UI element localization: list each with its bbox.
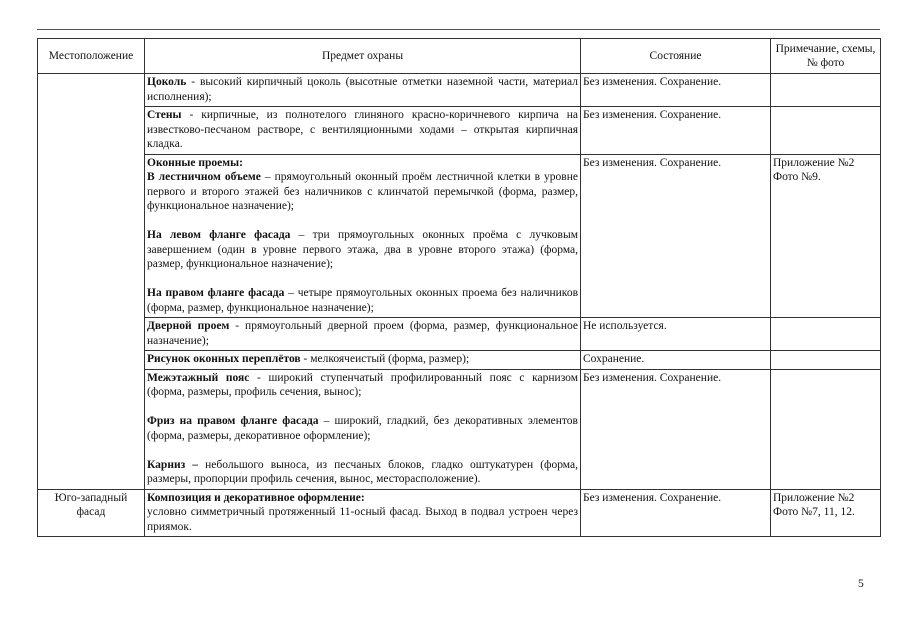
table-row [38, 107, 881, 155]
header-rule [37, 29, 880, 30]
table-row [38, 74, 881, 107]
table-row [38, 318, 881, 351]
element-name: Межэтажный пояс [147, 371, 250, 384]
note-cell [771, 74, 881, 107]
table-row [38, 489, 881, 537]
element-name: Дверной проем [147, 320, 230, 332]
subject-heading: Композиция и декоративное оформление: [147, 491, 365, 504]
header-note: Примечание, схемы, № фото [771, 39, 881, 74]
element-description: - прямоугольный дверной проем (форма, размер, функциональное назначение); [147, 320, 578, 347]
subject-cell [145, 107, 581, 155]
table-row [38, 154, 881, 318]
header-location: Местоположение [38, 39, 145, 74]
subject-paragraph [147, 458, 578, 487]
subject-paragraph [147, 170, 578, 214]
element-name: В лестничном объеме [147, 171, 261, 183]
element-description: условно симметричный протяженный 11-осный фасад. Выход в подвал устроен через приямок. [147, 506, 578, 533]
header-state: Состояние [581, 39, 771, 74]
table-header-row [38, 39, 881, 74]
subject-cell [145, 369, 581, 489]
state-cell: Без изменения. Сохранение. [581, 369, 771, 489]
table-row [38, 351, 881, 370]
subject-paragraph [147, 414, 578, 443]
subject-paragraph [147, 371, 578, 400]
element-description: – широкий, гладкий, без декоративных элементов (форма, размеры, декоративное оформление); [147, 415, 578, 442]
element-name: Цоколь [147, 76, 187, 88]
subject-paragraph [147, 505, 578, 534]
location-cell: Юго-западный фасад [38, 489, 145, 537]
header-subject: Предмет охраны [145, 39, 581, 74]
note-cell: Приложение №2 Фото №7, 11, 12. [771, 489, 881, 537]
subject-cell [145, 351, 581, 370]
note-cell [771, 369, 881, 489]
element-description: – прямоугольный оконный проём лестничной клетки в уровне первого и второго этажей без наличников с клинчатой перемычкой (форма, размер, функциональное назначение); [147, 171, 578, 212]
state-cell: Сохранение. [581, 351, 771, 370]
note-cell [771, 318, 881, 351]
note-cell [771, 351, 881, 370]
state-cell: Не используется. [581, 318, 771, 351]
location-cell [38, 74, 145, 490]
element-name: Фриз на правом фланге фасада [147, 415, 319, 427]
subject-cell [145, 489, 581, 537]
subject-paragraph [147, 286, 578, 315]
note-cell: Приложение №2 Фото №9. [771, 154, 881, 318]
element-description: - высокий кирпичный цоколь (высотные отметки наземной части, материал исполнения); [147, 76, 578, 103]
subject-cell [145, 154, 581, 318]
protection-table [37, 38, 881, 537]
element-name: Стены [147, 109, 182, 121]
subject-cell [145, 74, 581, 107]
table-body [38, 74, 881, 537]
element-description: – четыре прямоугольных оконных проема без наличников (форма, размер, функциональное назначение); [147, 287, 578, 314]
subject-paragraph [147, 319, 578, 348]
state-cell: Без изменения. Сохранение. [581, 74, 771, 107]
element-description: - широкий ступенчатый профилированный пояс с карнизом (форма, размеры, профиль сечения, вынос); [147, 371, 578, 398]
element-name: На правом фланге фасада [147, 287, 285, 299]
subject-paragraph [147, 75, 578, 104]
subject-heading: Оконные проемы: [147, 156, 243, 169]
element-name: Карниз – [147, 458, 199, 471]
element-description: – три прямоугольных оконных проёма с лучковым завершением (один в уровне первого этажа, два в уровне второго этажа) (форма, размер, функциональное назначение); [147, 229, 578, 270]
table-row [38, 369, 881, 489]
element-name: На левом фланге фасада [147, 229, 291, 241]
element-description: небольшого выноса, из песчаных блоков, гладко оштукатурен (форма, размеры, пропорции профиль сечения, вынос, месторасположение). [147, 458, 578, 485]
element-name: Рисунок оконных переплётов [147, 353, 301, 365]
state-cell: Без изменения. Сохранение. [581, 154, 771, 318]
page-number: 5 [858, 578, 864, 590]
state-cell: Без изменения. Сохранение. [581, 489, 771, 537]
state-cell: Без изменения. Сохранение. [581, 107, 771, 155]
subject-paragraph [147, 108, 578, 152]
element-description: - кирпичные, из полнотелого глиняного красно-коричневого кирпича на известково-песчаном растворе, с вентиляционными ходами – открытая кирпичная кладка. [147, 109, 578, 150]
subject-paragraph [147, 352, 578, 367]
subject-paragraph [147, 228, 578, 272]
subject-cell [145, 318, 581, 351]
note-cell [771, 107, 881, 155]
element-description: - мелкоячеистый (форма, размер); [300, 353, 470, 365]
